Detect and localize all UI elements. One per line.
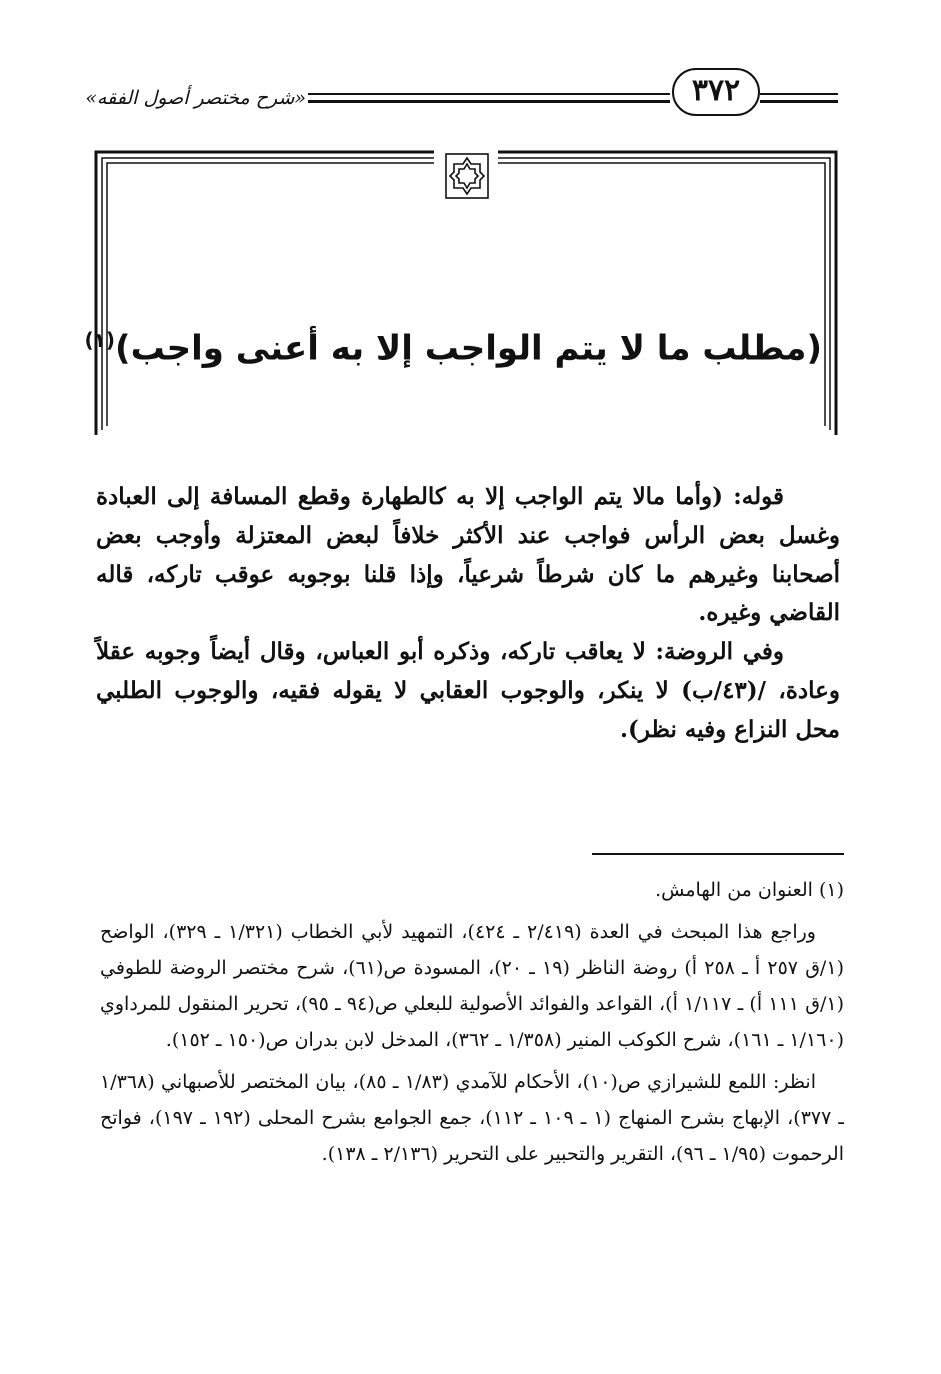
chapter-title — [84, 312, 822, 376]
footnote-separator — [592, 853, 844, 855]
footnote-paragraph-2: انظر: اللمع للشيرازي ص(١٠)، الأحكام للآمدي (١/٨٣ ـ ٨٥)، بيان المختصر للأصبهاني (١/٣٦٨ ـ ٣٧٧)، الإبهاج بشرح المنهاج (١ ـ ١٠٩ ـ ١١٢)، جمع الجوامع بشرح المحلى (١٩٢ ـ ١٩٧)، فواتح الرحموت (١/٩٥ ـ ٩٦)، التقرير والتحبير على التحرير (٢/١٣٦ ـ ١٣٨). — [100, 1071, 844, 1165]
footnote-paragraph-1: وراجع هذا المبحث في العدة (٢/٤١٩ ـ ٤٢٤)، التمهيد لأبي الخطاب (١/٣٢١ ـ ٣٢٩)، الواضح (١/ق ٢٥٧ أ ـ ٢٥٨ أ) روضة الناظر (١٩ ـ ٢٠)، المسودة ص(٦١)، شرح مختصر الروضة للطوفي (١/ق ١١١ أ) ـ ١/١١٧ أ)، القواعد والفوائد الأصولية للبعلي ص(٩٤ ـ ٩٥)، تحرير المنقول للمرداوي (١/١٦٠ ـ ١٦١)، شرح الكوكب المنير (١/٣٥٨ ـ ٣٦٢)، المدخل لابن بدران ص(١٥٠ ـ ١٥٢). — [100, 921, 844, 1051]
page-number: ٣٧٢ — [672, 68, 760, 116]
chapter-footnote-mark: (١) — [84, 328, 116, 352]
body-text — [96, 478, 840, 750]
body-paragraph-1: قوله: (وأما مالا يتم الواجب إلا به كالطهارة وقطع المسافة إلى العبادة وغسل بعض الرأس فواجب عند الأكثر خلافاً لبعض المعتزلة وأوجب بعض أصحابنا وغيرهم ما كان شرطاً شرعياً، وإذا قلنا بوجوبه عوقب تاركه، قاله القاضي وغيره. — [96, 483, 840, 627]
header-rule-left — [308, 92, 670, 106]
ornament-icon — [440, 150, 494, 202]
footnote-1: (١) العنوان من الهامش. — [655, 879, 844, 901]
body-paragraph-2: وفي الروضة: لا يعاقب تاركه، وذكره أبو العباس، وقال أيضاً وجوبه عقلاً وعادة، /(٤٣/ب) لا ينكر، والوجوب العقابي لا يقوله فقيه، والوجوب الطلبي محل النزاع وفيه نظر). — [96, 638, 840, 743]
running-title: «شرح مختصر أصول الفقه» — [85, 87, 306, 109]
header-rule-right — [760, 92, 838, 106]
footnotes — [100, 872, 844, 1172]
chapter-title-text: (مطلب ما لا يتم الواجب إلا به أعنى واجب) — [115, 328, 822, 369]
